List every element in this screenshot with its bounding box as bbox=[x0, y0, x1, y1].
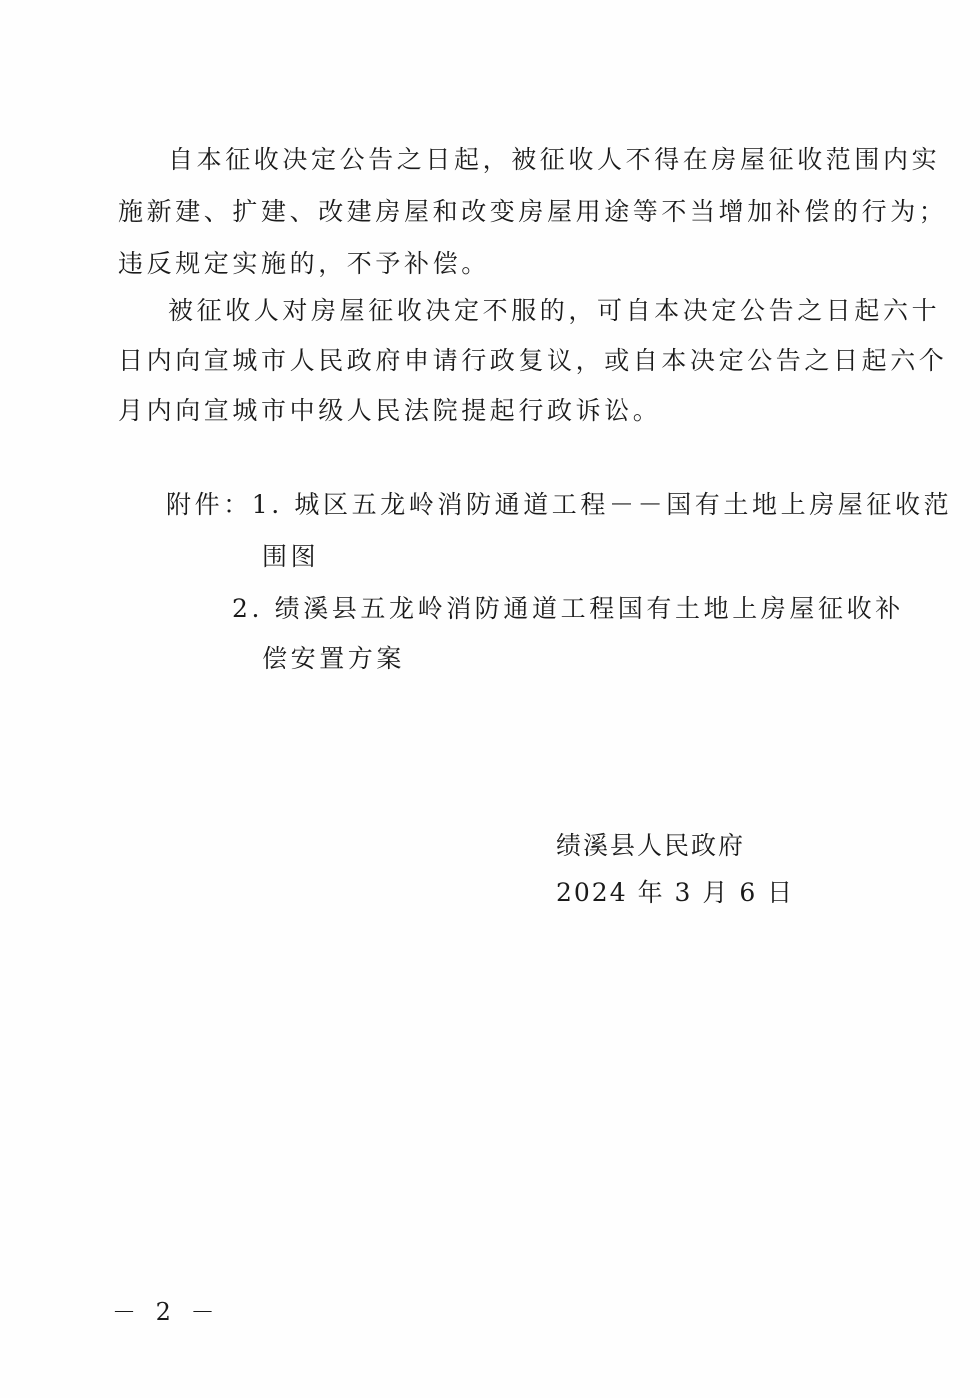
issuer-name: 绩溪县人民政府 bbox=[556, 831, 746, 860]
attachment-1-line-2: 围图 bbox=[262, 542, 320, 571]
issue-date: 2024 年 3 月 6 日 bbox=[556, 878, 795, 907]
attachment-2-line-2: 偿安置方案 bbox=[262, 644, 406, 673]
paragraph-1-line-2: 施新建、扩建、改建房屋和改变房屋用途等不当增加补偿的行为； bbox=[118, 197, 948, 226]
attachment-1-line-1: 附件：1. 城区五龙岭消防通道工程－－国有土地上房屋征收范 bbox=[166, 490, 953, 519]
paragraph-2-line-3: 月内向宣城市中级人民法院提起行政诉讼。 bbox=[118, 396, 662, 425]
paragraph-2-line-2: 日内向宣城市人民政府申请行政复议，或自本决定公告之日起六个 bbox=[118, 346, 948, 375]
paragraph-2-line-1: 被征收人对房屋征收决定不服的，可自本决定公告之日起六十 bbox=[168, 296, 941, 325]
paragraph-1-line-1: 自本征收决定公告之日起，被征收人不得在房屋征收范围内实 bbox=[168, 145, 941, 174]
attachment-2-line-1: 2. 绩溪县五龙岭消防通道工程国有土地上房屋征收补 bbox=[232, 594, 904, 623]
page-number: － 2 － bbox=[112, 1298, 221, 1326]
paragraph-1-line-3: 违反规定实施的，不予补偿。 bbox=[118, 249, 490, 278]
